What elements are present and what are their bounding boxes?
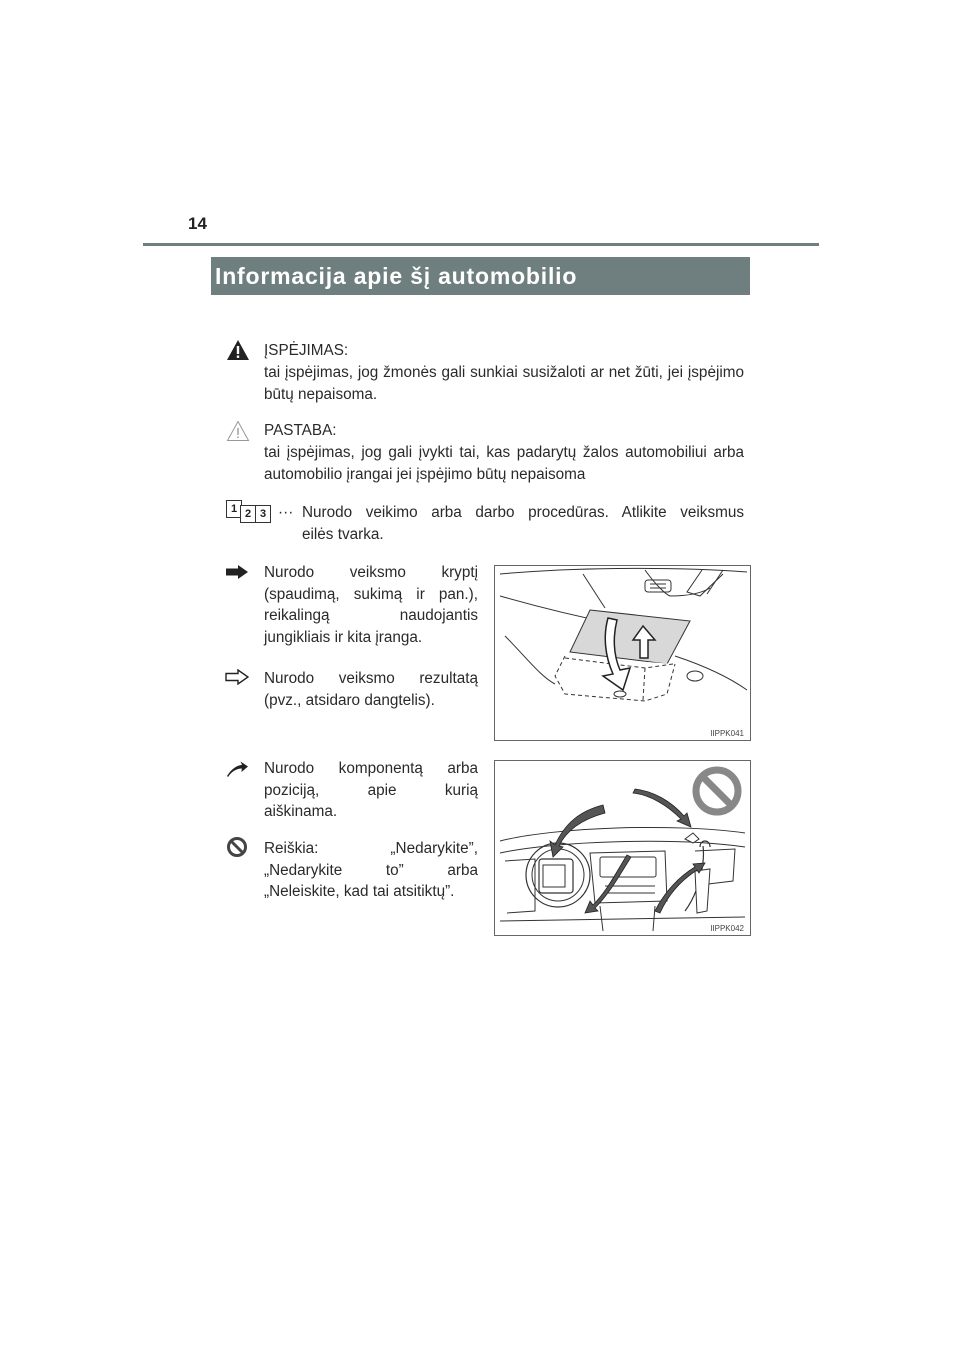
action-result-line-1: Nurodo veiksmo rezultatą <box>264 670 478 687</box>
prohibition-line-1: Reiškia: „Nedarykite”, <box>264 840 478 857</box>
action-result-text <box>264 668 478 711</box>
component-line-1: Nurodo komponentą arba <box>264 760 478 777</box>
warning-text: tai įspėjimas, jog žmonės gali sunkiai susižaloti ar net žūti, jei įspėjimo būtų nepaisoma. <box>264 364 744 403</box>
step-box-1: 1 <box>226 500 242 518</box>
prohibition-text <box>264 838 478 903</box>
notice-heading: PASTABA: <box>264 422 337 439</box>
component-line-3: aiškinama. <box>264 803 338 820</box>
step-box-3: 3 <box>255 505 271 523</box>
action-direction-line-2: (spaudimą, sukimą ir pan.), <box>264 585 478 603</box>
step-box-2: 2 <box>240 505 256 523</box>
action-direction-line-3: reikalingą naudojantis <box>264 607 478 624</box>
notice-text: tai įspėjimas, jog gali įvykti tai, kas padarytų žalos automobiliui arba automobilio įrangai jei įspėjimo būtų nepaisoma <box>264 444 744 483</box>
figure-dashboard <box>494 760 751 936</box>
figure-overhead-console <box>494 565 751 741</box>
steps-ellipsis: ··· <box>278 504 294 521</box>
steps-line-2: eilės tvarka. <box>302 526 384 543</box>
action-direction-text <box>264 562 478 648</box>
action-arrow-icon <box>225 564 249 580</box>
figure-2-code: IIPPK042 <box>710 924 744 933</box>
action-result-line-2: (pvz., atsidaro dangtelis). <box>264 691 435 709</box>
warning-icon <box>226 339 250 361</box>
prohibition-icon <box>226 836 248 858</box>
page-number: 14 <box>188 214 207 233</box>
steps-line-1: Nurodo veikimo arba darbo procedūras. Atlikite veiksmus <box>302 504 744 521</box>
figure-1-code: IIPPK041 <box>710 729 744 738</box>
component-text <box>264 758 478 823</box>
action-direction-line-1: Nurodo veiksmo kryptį <box>264 564 478 581</box>
section-title: Informacija apie šį automobilio <box>215 263 578 289</box>
action-direction-line-4: jungikliais ir kita įranga. <box>264 628 423 646</box>
step-number-icons <box>226 500 278 524</box>
component-line-2: poziciją, apie kurią <box>264 781 478 799</box>
pointer-curved-arrow-icon <box>225 760 249 778</box>
prohibition-line-2: „Nedarykite to” arba <box>264 861 478 879</box>
result-arrow-icon <box>225 669 249 685</box>
warning-heading: ĮSPĖJIMAS: <box>264 342 349 359</box>
notice-icon <box>226 420 250 442</box>
section-title-band <box>211 257 750 295</box>
prohibition-line-3: „Neleiskite, kad tai atsitiktų”. <box>264 883 455 900</box>
header-rule <box>143 243 819 246</box>
